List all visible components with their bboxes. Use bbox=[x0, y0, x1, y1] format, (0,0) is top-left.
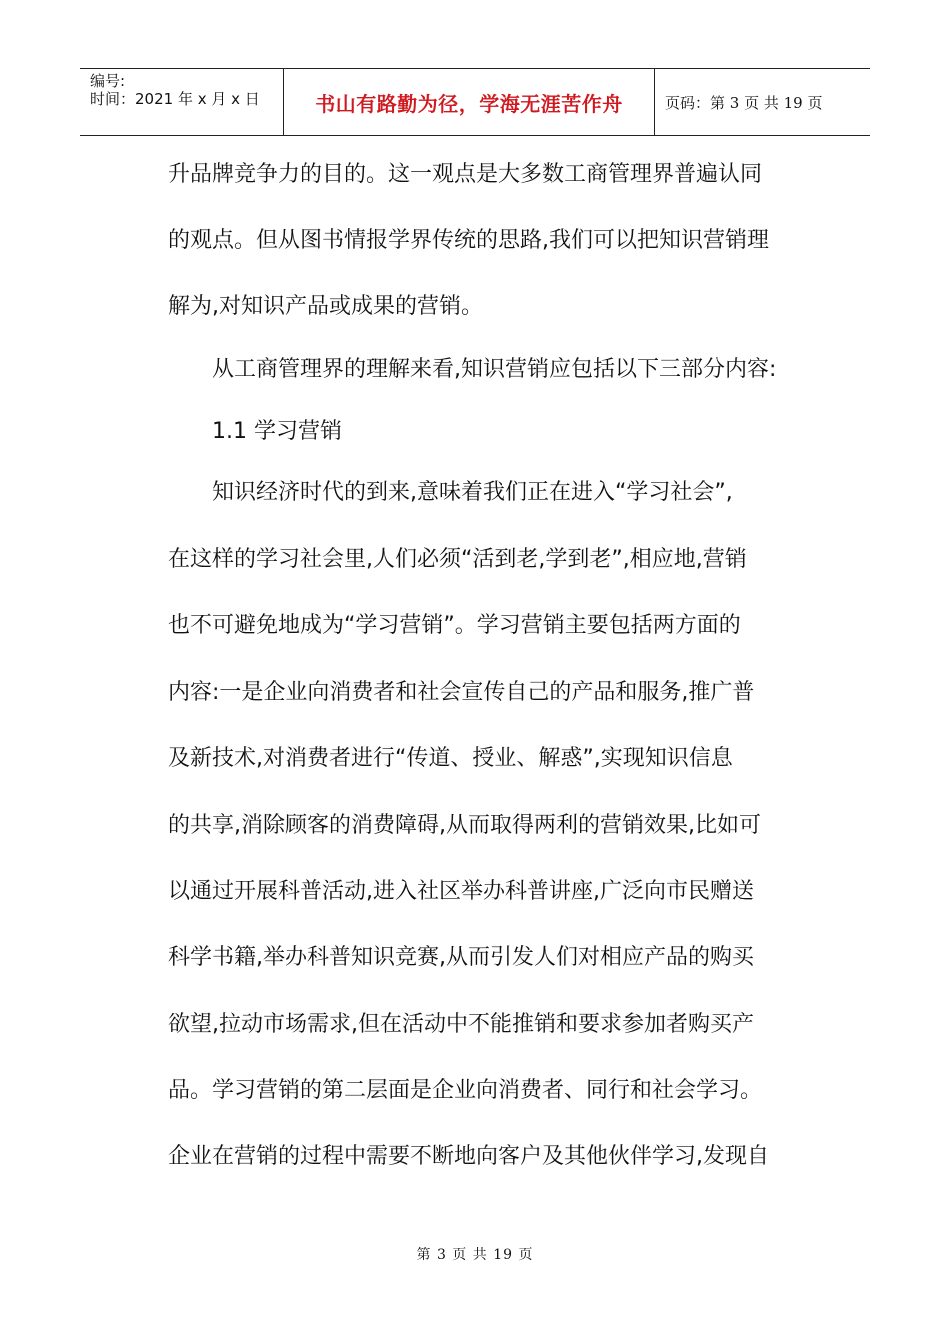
document-time-label: 时间：2021 年 x 月 x 日 bbox=[90, 90, 260, 108]
body-line: 内容:一是企业向消费者和社会宣传自己的产品和服务,推广普 bbox=[168, 680, 755, 705]
document-header bbox=[80, 68, 870, 136]
body-line: 的观点。但从图书情报学界传统的思路,我们可以把知识营销理 bbox=[168, 228, 769, 253]
body-line: 企业在营销的过程中需要不断地向客户及其他伙伴学习,发现自 bbox=[168, 1144, 769, 1169]
body-line: 的共享,消除顾客的消费障碍,从而取得两利的营销效果,比如可 bbox=[168, 813, 761, 838]
body-line: 从工商管理界的理解来看,知识营销应包括以下三部分内容: bbox=[212, 357, 777, 382]
body-line: 以通过开展科普活动,进入社区举办科普讲座,广泛向市民赠送 bbox=[168, 879, 754, 904]
body-line: 在这样的学习社会里,人们必须“活到老,学到老”,相应地,营销 bbox=[168, 547, 747, 572]
body-line: 也不可避免地成为“学习营销”。学习营销主要包括两方面的 bbox=[168, 613, 741, 638]
body-line: 升品牌竞争力的目的。这一观点是大多数工商管理界普遍认同 bbox=[168, 162, 763, 187]
header-page-info: 页码：第 3 页 共 19 页 bbox=[665, 93, 823, 112]
body-line: 品。学习营销的第二层面是企业向消费者、同行和社会学习。 bbox=[168, 1078, 763, 1103]
body-line: 欲望,拉动市场需求,但在活动中不能推销和要求参加者购买产 bbox=[168, 1012, 754, 1037]
section-heading: 1.1 学习营销 bbox=[212, 419, 342, 444]
body-line: 科学书籍,举办科普知识竞赛,从而引发人们对相应产品的购买 bbox=[168, 945, 754, 970]
body-line: 解为,对知识产品或成果的营销。 bbox=[168, 294, 483, 319]
page-footer: 第 3 页 共 19 页 bbox=[416, 1247, 534, 1263]
header-meta bbox=[80, 69, 283, 135]
document-number-label: 编号: bbox=[90, 72, 126, 90]
header-motto: 书山有路勤为径，学海无涯苦作舟 bbox=[283, 69, 655, 135]
body-line: 及新技术,对消费者进行“传道、授业、解惑”,实现知识信息 bbox=[168, 746, 733, 771]
body-line: 知识经济时代的到来,意味着我们正在进入“学习社会”, bbox=[212, 480, 733, 505]
